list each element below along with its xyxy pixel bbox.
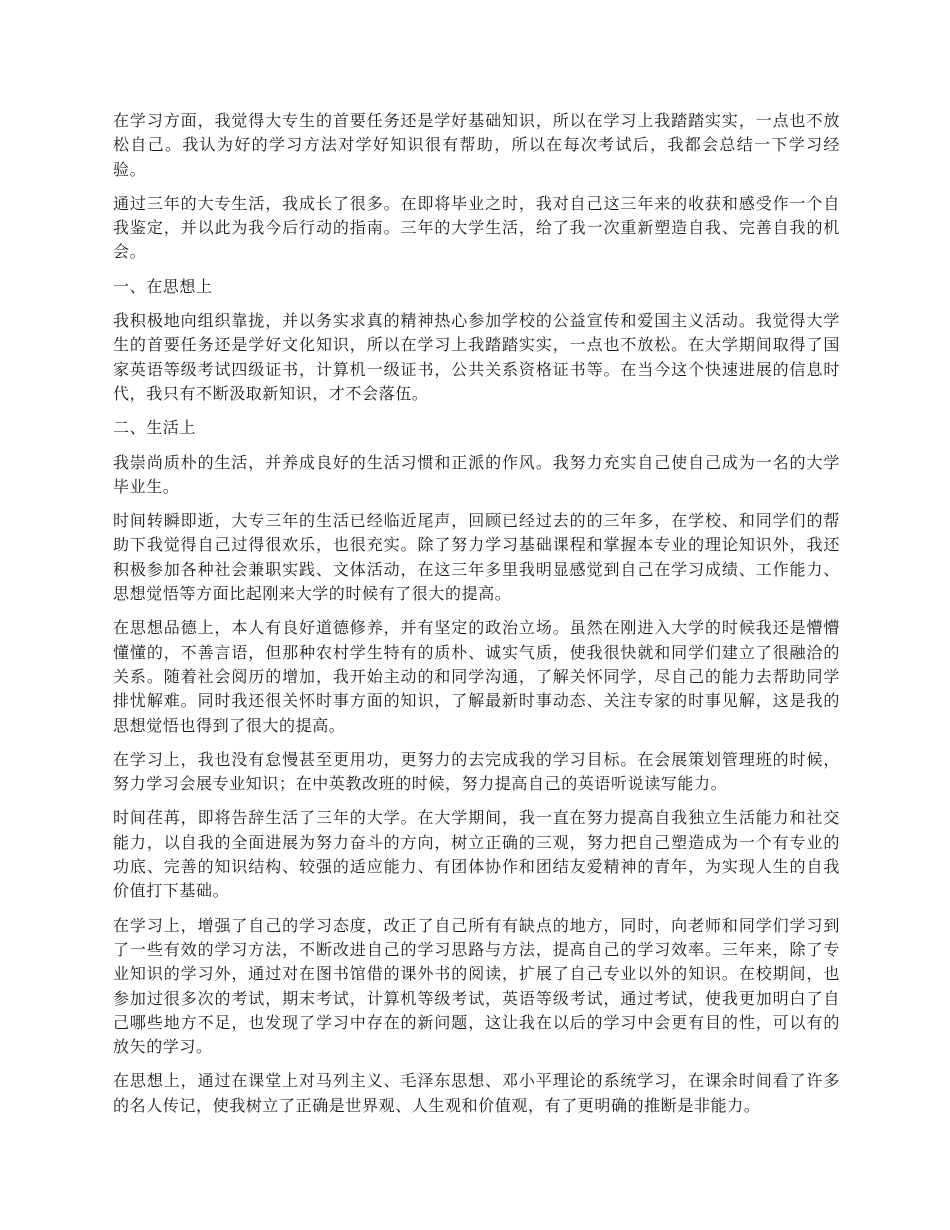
paragraph-growth-summary: 通过三年的大专生活，我成长了很多。在即将毕业之时，我对自己这三年来的收获和感受作一个自我鉴定，并以此为我今后行动的指南。三年的大学生活，给了我一次重新塑造自我、完善自我的机会。	[113, 193, 840, 262]
section-heading-life: 二、生活上	[113, 418, 197, 438]
paragraph-farewell: 时间荏苒，即将告辞生活了三年的大学。在大学期间，我一直在努力提高自我独立生活能力和社交能力，以自我的全面进展为努力奋斗的方向，树立正确的三观，努力把自己塑造成为一个有专业的功底、完善的知识结构、较强的适应能力、有团体协作和团结友爱精神的青年，为实现人生的自我价值打下基础。	[113, 808, 840, 901]
paragraph-study-goals: 在学习上，我也没有怠慢甚至更用功，更努力的去完成我的学习目标。在会展策划管理班的时候，努力学习会展专业知识；在中英教改班的时候，努力提高自己的英语听说读写能力。	[113, 749, 840, 794]
paragraph-life: 我崇尚质朴的生活，并养成良好的生活习惯和正派的作风。我努力充实自己使自己成为一名的大学毕业生。	[113, 452, 840, 496]
paragraph-moral-character: 在思想品德上，本人有良好道德修养，并有坚定的政治立场。虽然在刚进入大学的时候我还是懵懵懂懂的，不善言语，但那种农村学生特有的质朴、诚实气质，使我很快就和同学们建立了很融洽的关系。随着社会阅历的增加，我开始主动的和同学沟通，了解关怀同学，尽自己的能力去帮助同学排忧解难。同时我还很关怀时事方面的知识，了解最新时事动态、关注专家的时事见解，这是我的思想觉悟也得到了很大的提高。	[113, 618, 840, 735]
document-body	[113, 109, 840, 1128]
paragraph-ideology: 在思想上，通过在课堂上对马列主义、毛泽东思想、邓小平理论的系统学习，在课余时间看了许多的名人传记，使我树立了正确是世界观、人生观和价值观，有了更明确的推断是非能力。	[113, 1071, 840, 1115]
paragraph-study-method: 在学习方面，我觉得大专生的首要任务还是学好基础知识，所以在学习上我踏踏实实，一点也不放松自己。我认为好的学习方法对学好知识很有帮助，所以在每次考试后，我都会总结一下学习经验。	[113, 111, 840, 179]
section-heading-thought: 一、在思想上	[113, 276, 213, 296]
paragraph-three-years: 时间转瞬即逝，大专三年的生活已经临近尾声，回顾已经过去的的三年多，在学校、和同学们的帮助下我觉得自己过得很欢乐，也很充实。除了努力学习基础课程和掌握本专业的理论知识外，我还积极参加各种社会兼职实践、文体活动，在这三年多里我明显感觉到自己在学习成绩、工作能力、思想觉悟等方面比起刚来大学的时候有了很大的提高。	[113, 511, 840, 604]
paragraph-study-attitude: 在学习上，增强了自己的学习态度，改正了自己所有有缺点的地方，同时，向老师和同学们学习到了一些有效的学习方法，不断改进自己的学习思路与方法，提高自己的学习效率。三年来，除了专业知识的学习外，通过对在图书馆借的课外书的阅读，扩展了自己专业以外的知识。在校期间，也参加过很多次的考试，期末考试，计算机等级考试，英语等级考试，通过考试，使我更加明白了自己哪些地方不足，也发现了学习中存在的新问题，这让我在以后的学习中会更有目的性，可以有的放矢的学习。	[113, 915, 840, 1057]
paragraph-thought: 我积极地向组织靠拢，并以务实求真的精神热心参加学校的公益宣传和爱国主义活动。我觉得大学生的首要任务还是学好文化知识，所以在学习上我踏踏实实，一点也不放松。在大学期间取得了国家英语等级考试四级证书，计算机一级证书，公共关系资格证书等。在当今这个快速进展的信息时代，我只有不断汲取新知识，才不会落伍。	[113, 311, 840, 403]
